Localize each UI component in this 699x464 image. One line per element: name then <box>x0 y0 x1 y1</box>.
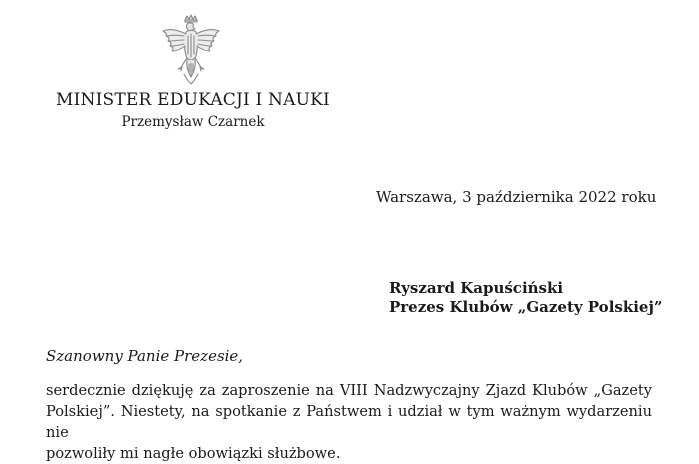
body-line: serdecznie dziękuję za zaproszenie na VIII Nadzwyczajny Zjazd Klubów „Gazety <box>46 382 652 399</box>
date-line: Warszawa, 3 października 2022 roku <box>376 188 657 206</box>
minister-name: Przemysław Czarnek <box>121 114 265 130</box>
body-line: pozwoliły mi nagłe obowiązki służbowe. <box>46 445 341 462</box>
recipient-title: Prezes Klubów „Gazety Polskiej” <box>389 298 663 316</box>
letter-body <box>46 380 652 464</box>
ministry-title: MINISTER EDUKACJI I NAUKI <box>56 90 330 110</box>
body-line: Polskiej”. Niestety, na spotkanie z Państwem i udział w tym ważnym wydarzeniu nie <box>46 403 652 441</box>
polish-eagle-emblem-icon <box>158 14 224 86</box>
salutation: Szanowny Panie Prezesie, <box>46 347 244 365</box>
recipient-name: Ryszard Kapuściński <box>389 279 564 297</box>
